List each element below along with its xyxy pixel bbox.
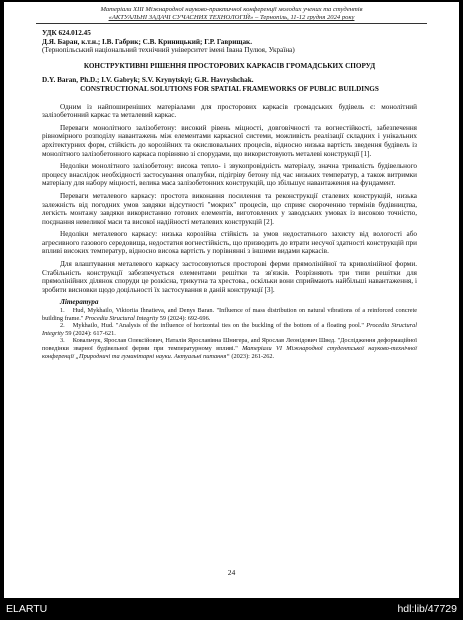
reference-text: Mykhailo, Hud. "Analysis of the influence of horizontal ties on the buckling of the bottom of a floating pool." — [72, 322, 367, 330]
header-rule — [36, 23, 427, 24]
paragraph: Для влаштування металевого каркасу застосовуються просторові ферми прямолінійної та криволінійної форми. Стабільність конструкції забезпечується елементами решітки та зв'язків. Розрізняють три типи решітки для прямолінійних ділянок споруди це розкісна, трикутна та хрестова., оскільки вони сприймають найбільші навантаження, і зробити висновки щодо доцільності їх застосування в даній конструкції [3]. — [42, 260, 417, 294]
reference-journal: Матеріали VI Міжнародної студентської науково-технічної конференції „Природничі та гуманітарні науки. Актуальні питання“ — [42, 345, 417, 360]
english-block — [42, 76, 417, 93]
references-title: Література — [60, 298, 99, 307]
authors-en: D.Y. Baran, Ph.D.; I.V. Gabryk; S.V. Krynytskyi; G.R. Havryshchak. — [42, 76, 254, 85]
paper-page — [4, 2, 459, 598]
paragraph: Переваги монолітного залізобетону: високий рівень міцності, довговічності та вогнестійкості, забезпечення рівномірного розподілу навантажень між елементами каркасної системи, можливість реалізації складних і унікальних архітектурних форм, стійкість до корозійних та окислювальних процесів, відносно низька вартість зведення будівель із монолітного залізобетонного каркаса порівняно зі спорудами, що використовують металеві конструкції [1]. — [42, 123, 417, 158]
reference-item — [42, 322, 417, 337]
reference-number: 3. — [60, 337, 65, 345]
reference-text: Hud, Mykhailo, Viktoriia Ihnatieva, and Denys Baran. "Influence of mass distribution on natural vibrations of a reinforced concrete building frame." — [42, 307, 417, 322]
reference-tail: 59 (2024): 692-696. — [158, 314, 211, 322]
reference-tail: 59 (2024): 617-621. — [63, 329, 116, 337]
reference-item — [42, 307, 417, 322]
title-uk: КОНСТРУКТИВНІ РІШЕННЯ ПРОСТОРОВИХ КАРКАСІВ ГРОМАДСЬКИХ СПОРУД — [83, 61, 376, 70]
udk-code: УДК 624.012.45 — [42, 29, 91, 37]
authors-uk: Д.Я. Баран, к.т.н.; І.В. Габрик; С.В. Криницький; Г.Р. Гаврищак. — [42, 37, 252, 46]
reference-number: 2. — [60, 322, 65, 330]
reference-journal: Procedia Structural Integrity — [84, 314, 159, 322]
footer-bar — [0, 598, 463, 620]
title-en: CONSTRUCTIONAL SOLUTIONS FOR SPATIAL FRAMEWORKS OF PUBLIC BUILDINGS — [80, 84, 379, 93]
footer-handle-id: hdl:lib/47729 — [397, 603, 457, 615]
footer-repository-label: ELARTU — [6, 603, 48, 615]
paragraph: Недоліки монолітного залізобетону: висока тепло- і звукопровідність матеріалу, значна тривалість будівельного процесу внаслідок необхідності застосування опалубки, підігріву бетону під час низьких температур, а також витримки матеріалу для набору міцності, велика маса залізобетонних конструкцій, що збільшує навантаження на фундамент. — [42, 162, 417, 188]
paragraph: Одним із найпоширеніших матеріалами для просторових каркасів громадських будівель є: монолітний залізобетонний каркас та металевий каркас. — [42, 102, 417, 120]
paragraph: Недоліки металевого каркасу: низька корозійна стійкість за умов недостатнього захисту від вологості або агресивного газового середовища, недостатня вогнестійкість, що призводить до втрати несучої здатності конструкцій при впливі високих температур, відносно висока вартість у порівнянні з іншими видами каркасів. — [42, 230, 417, 256]
paragraph: Переваги металевого каркасу: простота виконання посилення та реконструкції сталевих конструкцій, низька залежність від погодних умов завдяки відсутності "мокрих" процесів, що сприяє скороченню термінів будівництва, легкість монтажу завдяки використанню готових елементів, виготовлених у заводських умовах із високою точністю, поєднання невеликої маси та високої надійності металевих конструкцій [2]. — [42, 191, 417, 226]
paper-content — [42, 28, 417, 360]
reference-journal: Procedia Structural Integrity — [42, 322, 417, 337]
header-line-2: «АКТУАЛЬНІ ЗАДАЧІ СУЧАСНИХ ТЕХНОЛОГІЙ» – Тернопіль, 11-12 грудня 2024 року — [108, 14, 355, 21]
conference-header — [4, 6, 459, 22]
reference-number: 1. — [60, 307, 65, 315]
affiliation: (Тернопільський національний технічний університет імені Івана Пулюя, Україна) — [42, 46, 295, 55]
header-line-1: Матеріали XIII Міжнародної науково-практичної конференції молодих учених та студентів — [100, 6, 363, 13]
page-number: 24 — [227, 568, 236, 577]
reference-tail: (2023): 261-262. — [229, 352, 275, 360]
reference-text: Ковальчук, Ярослав Олексійович, Наталія Ярославівна Шнигера, and Ярослав Леонідович Швед. "Дослідження деформаційної поведінки зварної будівельної ферми при температурному впливі." — [42, 337, 417, 352]
reference-item — [42, 337, 417, 360]
paper-body — [42, 103, 417, 361]
